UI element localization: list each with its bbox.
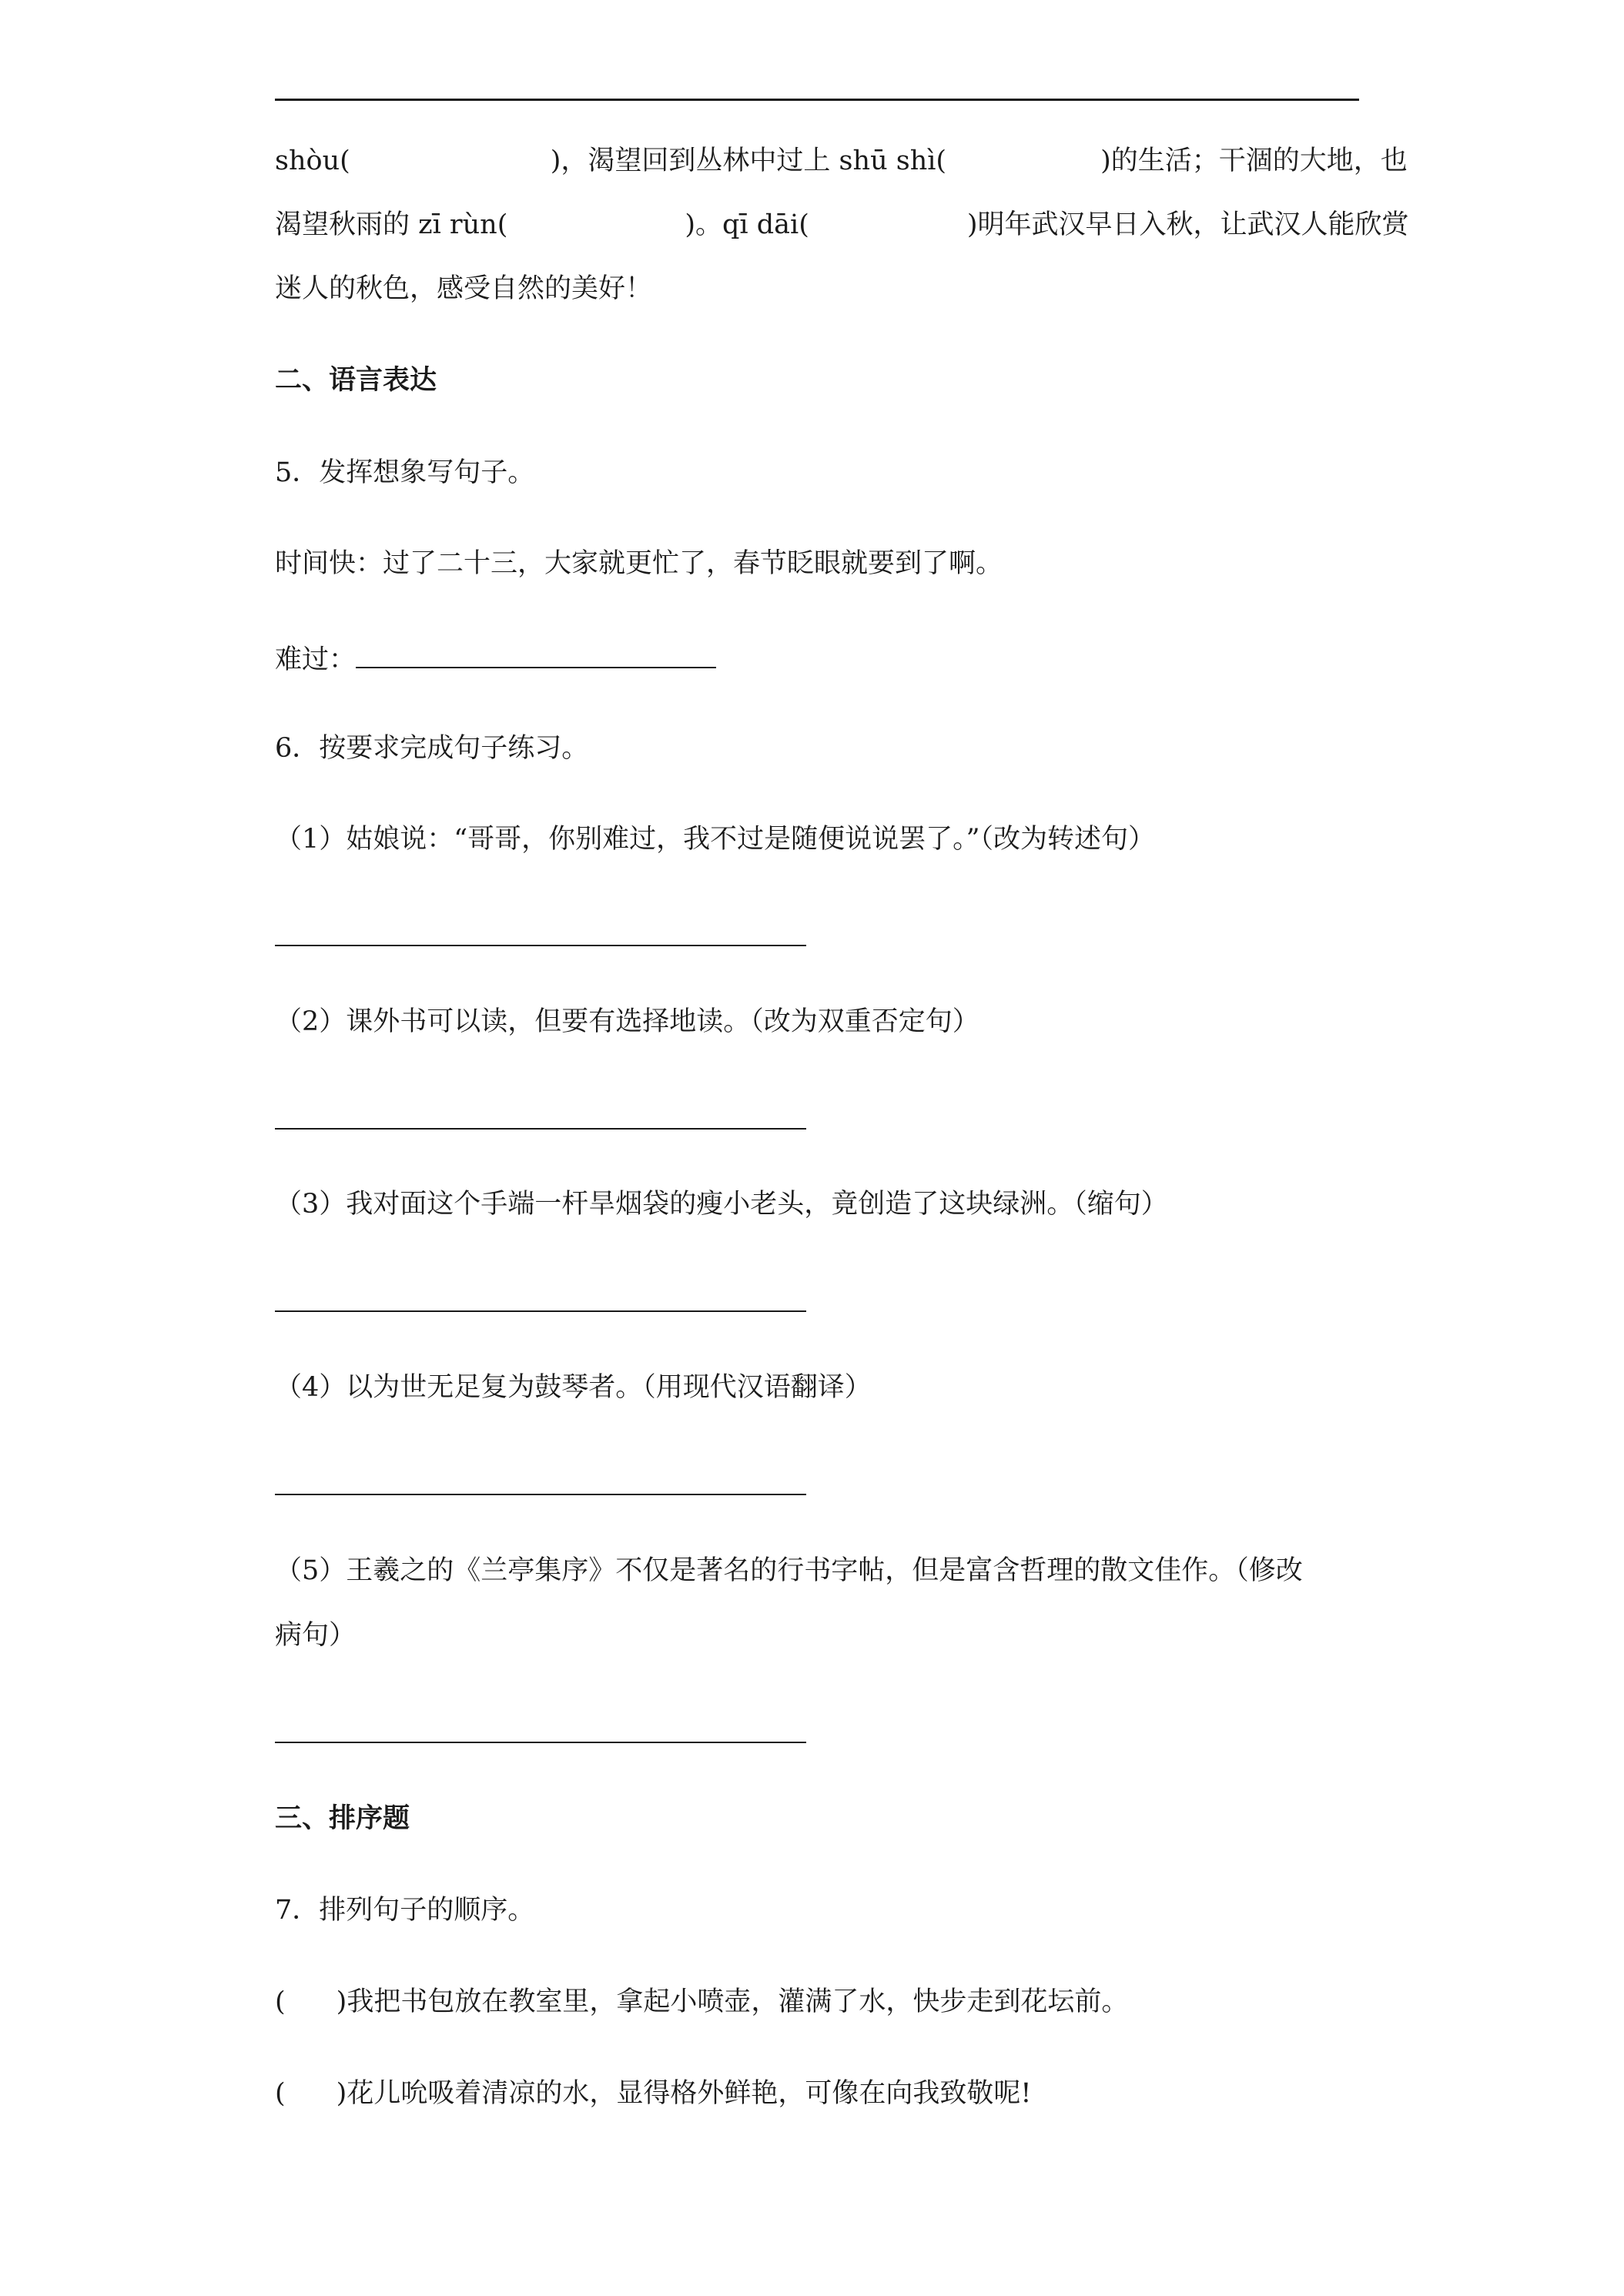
question-5-title: 5．发挥想象写句子。 (275, 457, 535, 488)
order-item-text: 我把书包放在教室里，拿起小喷壶，灌满了水，快步走到花坛前。 (347, 1986, 1129, 2017)
passage-text: )的生活；干涸的大地，也 (1100, 146, 1408, 176)
question-6-item-4: （4）以为世无足复为鼓琴者。（用现代汉语翻译） (275, 1372, 872, 1403)
order-bracket-open: ( (275, 1986, 286, 2017)
section-heading-3: 三、排序题 (275, 1802, 410, 1834)
header-rule (275, 99, 1359, 101)
order-bracket-close: ) (336, 2078, 347, 2109)
answer-line[interactable] (275, 1128, 806, 1130)
question-5-prompt-row (275, 638, 716, 678)
answer-line[interactable] (275, 1494, 806, 1495)
question-6-item-3: （3）我对面这个手端一杆旱烟袋的瘦小老头，竟创造了这块绿洲。（缩句） (275, 1189, 1168, 1220)
passage-text: 渴望秋雨的 zī rùn( (275, 209, 508, 240)
question-6-item-1: （1）姑娘说：“哥哥，你别难过，我不过是随便说说罢了。”（改为转述句） (275, 824, 1156, 855)
passage-text: )。qī dāi( (685, 209, 809, 240)
question-7-title: 7．排列句子的顺序。 (275, 1895, 535, 1926)
question-6-item-5-cont: 病句） (275, 1620, 357, 1651)
answer-blank[interactable] (356, 638, 716, 668)
passage-text: shòu( (275, 146, 350, 176)
answer-line[interactable] (275, 1742, 806, 1743)
order-bracket-close: ) (336, 1986, 347, 2017)
order-item-text: 花儿吮吸着清凉的水，显得格外鲜艳，可像在向我致敬呢! (347, 2078, 1032, 2109)
section-heading-2: 二、语言表达 (275, 364, 437, 396)
order-item-1 (275, 1983, 1128, 2020)
answer-line[interactable] (275, 945, 806, 946)
passage-text: )明年武汉早日入秋，让武汉人能欣赏 (966, 209, 1409, 240)
passage-text: )，渴望回到丛林中过上 shū shì( (550, 146, 947, 176)
passage-line-1 (275, 142, 1408, 179)
order-bracket-open: ( (275, 2078, 286, 2109)
question-6-item-5: （5）王羲之的《兰亭集序》不仅是著名的行书字帖，但是富含哲理的散文佳作。（修改 (275, 1555, 1303, 1586)
question-6-item-2: （2）课外书可以读，但要有选择地读。（改为双重否定句） (275, 1006, 979, 1037)
answer-line[interactable] (275, 1310, 806, 1312)
question-5-example: 时间快：过了二十三，大家就更忙了，春节眨眼就要到了啊。 (275, 548, 1003, 579)
order-item-2 (275, 2075, 1031, 2112)
passage-line-3: 迷人的秋色，感受自然的美好！ (275, 273, 653, 304)
question-6-title: 6．按要求完成句子练习。 (275, 733, 589, 764)
passage-line-2 (275, 206, 1409, 243)
question-5-prompt: 难过： (275, 644, 357, 675)
